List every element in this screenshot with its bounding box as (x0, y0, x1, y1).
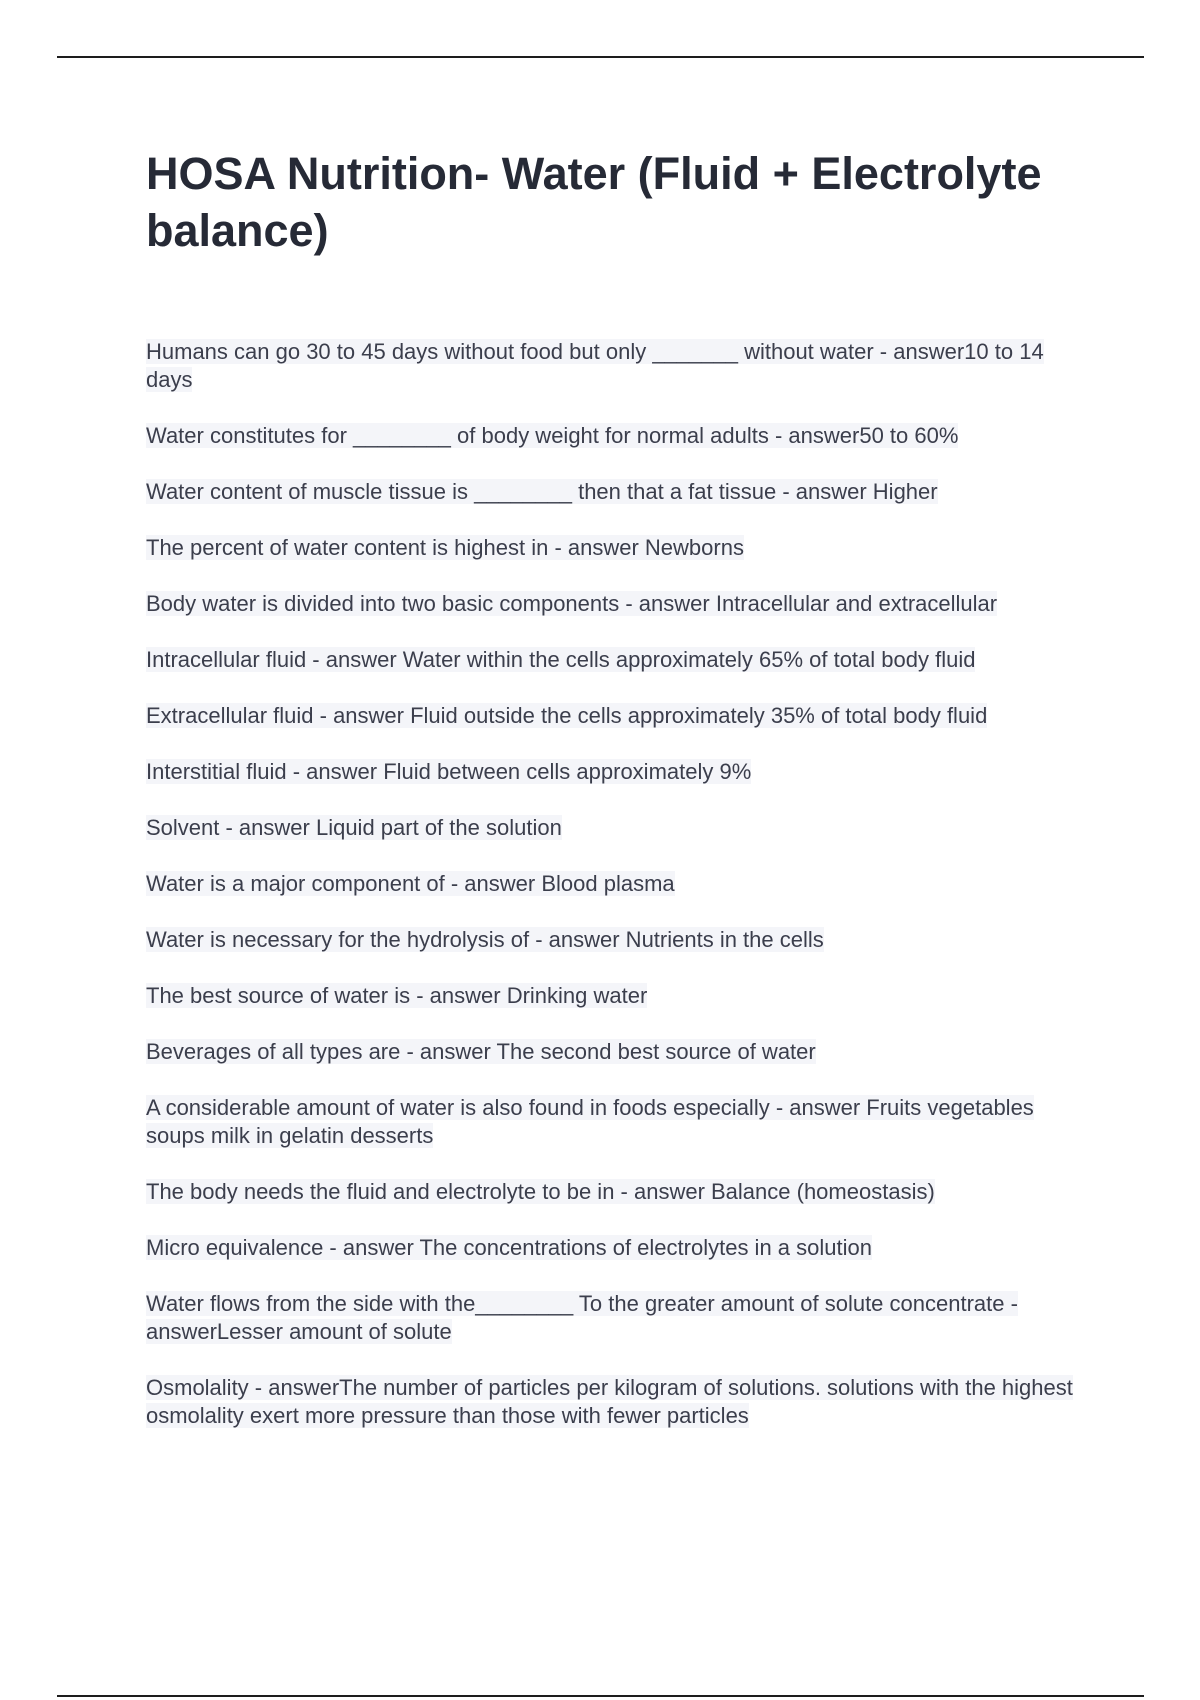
qa-item: The body needs the fluid and electrolyte to be in - answer Balance (homeostasis) (146, 1179, 935, 1204)
qa-item: Osmolality - answerThe number of particles per kilogram of solutions. solutions with the highest osmolality exert more pressure than those with fewer particles (146, 1375, 1073, 1428)
document-title: HOSA Nutrition- Water (Fluid + Electrolyte balance) (146, 148, 1042, 256)
footer-rule (57, 1695, 1144, 1697)
qa-item: Water is a major component of - answer Blood plasma (146, 871, 675, 896)
qa-item: Solvent - answer Liquid part of the solution (146, 815, 562, 840)
qa-item: Intracellular fluid - answer Water within the cells approximately 65% of total body fluid (146, 647, 976, 672)
qa-item: Water constitutes for ________ of body weight for normal adults - answer50 to 60% (146, 423, 959, 448)
header-rule (57, 56, 1144, 58)
qa-item: Interstitial fluid - answer Fluid between cells approximately 9% (146, 759, 752, 784)
qa-item: Beverages of all types are - answer The second best source of water (146, 1039, 816, 1064)
qa-item: The percent of water content is highest in - answer Newborns (146, 535, 744, 560)
qa-item: A considerable amount of water is also found in foods especially - answer Fruits vegetables soups milk in gelatin desserts (146, 1095, 1034, 1148)
qa-item: Water content of muscle tissue is ________ then that a fat tissue - answer Higher (146, 479, 938, 504)
qa-item: The best source of water is - answer Drinking water (146, 983, 648, 1008)
qa-item: Water is necessary for the hydrolysis of - answer Nutrients in the cells (146, 927, 824, 952)
qa-item: Water flows from the side with the________ To the greater amount of solute concentrate - answerLesser amount of solute (146, 1291, 1018, 1344)
qa-item: Extracellular fluid - answer Fluid outside the cells approximately 35% of total body fluid (146, 703, 988, 728)
qa-item: Humans can go 30 to 45 days without food but only _______ without water - answer10 to 14 days (146, 339, 1044, 392)
qa-list (146, 338, 1086, 1458)
qa-item: Body water is divided into two basic components - answer Intracellular and extracellular (146, 591, 998, 616)
qa-item: Micro equivalence - answer The concentrations of electrolytes in a solution (146, 1235, 872, 1260)
